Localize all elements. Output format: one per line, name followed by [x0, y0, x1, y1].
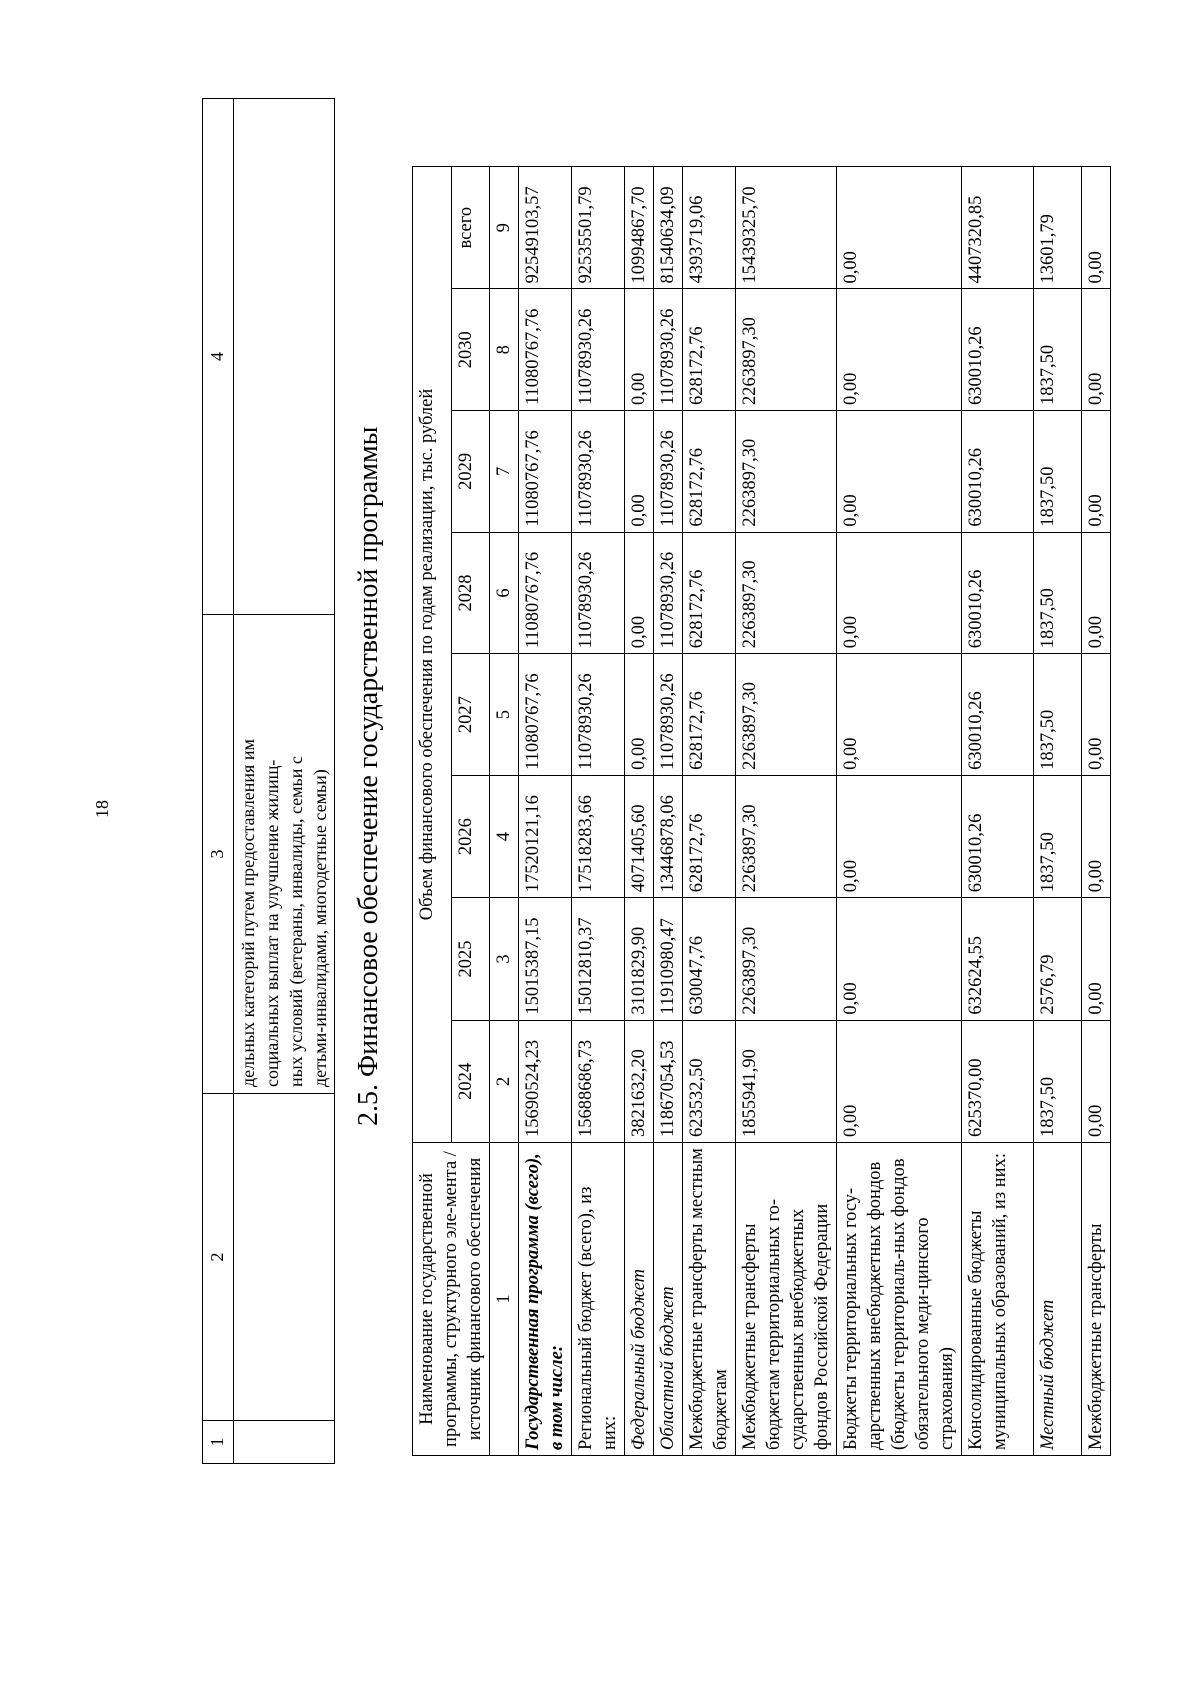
value-cell: 628172,76 — [683, 654, 736, 776]
value-cell: 628172,76 — [683, 289, 736, 411]
value-cell: 2263897,30 — [736, 411, 837, 533]
text-line: дельных категорий путем предоставления им — [238, 739, 258, 1087]
total-value-cell: 13601,79 — [1034, 167, 1082, 289]
value-cell: 630010,26 — [962, 411, 1034, 533]
column-number: 9 — [490, 167, 519, 289]
value-cell: 1837,50 — [1034, 1020, 1082, 1142]
continued-table-header-row — [203, 99, 234, 1464]
value-cell: 17520121,16 — [519, 775, 572, 897]
value-cell: 0,00 — [625, 532, 654, 654]
value-cell: 628172,76 — [683, 775, 736, 897]
row-name: Консолидированные бюджеты муниципальных образований, из них: — [962, 1143, 1034, 1456]
value-cell: 0,00 — [1082, 654, 1111, 776]
total-value-cell: 92535501,79 — [572, 167, 625, 289]
value-cell: 0,00 — [1082, 289, 1111, 411]
financing-row — [519, 167, 572, 1456]
value-cell: 15690524,23 — [519, 1020, 572, 1142]
column-number: 4 — [490, 775, 519, 897]
value-cell: 628172,76 — [683, 532, 736, 654]
value-cell: 11078930,26 — [572, 411, 625, 533]
value-cell: 1837,50 — [1034, 289, 1082, 411]
value-cell: 11078930,26 — [572, 289, 625, 411]
value-cell: 0,00 — [625, 289, 654, 411]
name-column-header: Наименование государственной программы, структурного эле-мента / источник финансового обеспечения — [413, 1143, 490, 1456]
value-cell: 0,00 — [1082, 775, 1111, 897]
total-value-cell: 0,00 — [837, 167, 962, 289]
total-value-cell: 4407320,85 — [962, 167, 1034, 289]
value-cell: 630010,26 — [962, 775, 1034, 897]
value-cell: 0,00 — [625, 654, 654, 776]
value-cell: 1855941,90 — [736, 1020, 837, 1142]
row-name: Бюджеты территориальных госу-дарственных внебюджетных фондов (бюджеты территориаль-ных фондов обязательного меди-цинского страхования) — [837, 1143, 962, 1456]
value-cell: 13446878,06 — [654, 775, 683, 897]
value-cell: 0,00 — [837, 898, 962, 1020]
header-cell: 3 — [203, 615, 234, 1094]
value-cell: 0,00 — [625, 411, 654, 533]
value-cell: 0,00 — [837, 532, 962, 654]
financing-row — [1034, 167, 1082, 1456]
row-name: Государственная программа (всего), в том числе: — [519, 1143, 572, 1456]
measure-description — [234, 615, 335, 1094]
column-number: 7 — [490, 411, 519, 533]
value-cell: 1837,50 — [1034, 775, 1082, 897]
financing-row — [962, 167, 1034, 1456]
financing-row — [654, 167, 683, 1456]
total-value-cell: 0,00 — [1082, 167, 1111, 289]
value-cell: 630010,26 — [962, 532, 1034, 654]
value-cell: 11910980,47 — [654, 898, 683, 1020]
value-cell: 0,00 — [837, 411, 962, 533]
financing-table-body — [519, 167, 1111, 1456]
value-cell: 11867054,53 — [654, 1020, 683, 1142]
value-cell: 2263897,30 — [736, 654, 837, 776]
value-cell: 0,00 — [1082, 898, 1111, 1020]
value-cell: 632624,55 — [962, 898, 1034, 1020]
column-number: 6 — [490, 532, 519, 654]
row-name: Областной бюджет — [654, 1143, 683, 1456]
page-number: 18 — [92, 800, 112, 818]
value-cell: 4071405,60 — [625, 775, 654, 897]
year-header: 2028 — [451, 532, 490, 654]
row-name: Межбюджетные трансферты — [1082, 1143, 1111, 1456]
row-name: Межбюджетные трансферты бюджетам территориальных го-сударственных внебюджетных фондов Российской Федерации — [736, 1143, 837, 1456]
total-value-cell: 15439325,70 — [736, 167, 837, 289]
value-cell: 15012810,37 — [572, 898, 625, 1020]
year-header: 2026 — [451, 775, 490, 897]
total-value-cell: 81540634,09 — [654, 167, 683, 289]
row-name: Региональный бюджет (всего), из них: — [572, 1143, 625, 1456]
value-cell: 11078930,26 — [572, 532, 625, 654]
header-row — [413, 167, 452, 1456]
value-cell: 11080767,76 — [519, 532, 572, 654]
row-name: Межбюджетные трансферты местным бюджетам — [683, 1143, 736, 1456]
value-cell: 0,00 — [1082, 532, 1111, 654]
continued-table — [202, 98, 335, 1464]
column-number: 2 — [490, 1020, 519, 1142]
column-number: 5 — [490, 654, 519, 776]
value-cell: 2576,79 — [1034, 898, 1082, 1020]
value-cell: 11080767,76 — [519, 411, 572, 533]
year-header: 2025 — [451, 898, 490, 1020]
value-cell: 625370,00 — [962, 1020, 1034, 1142]
value-cell: 630010,26 — [962, 289, 1034, 411]
financing-row — [625, 167, 654, 1456]
value-cell: 11078930,26 — [654, 289, 683, 411]
column-number: 3 — [490, 898, 519, 1020]
year-header: 2024 — [451, 1020, 490, 1142]
column-number: 1 — [490, 1143, 519, 1456]
value-cell: 15015387,15 — [519, 898, 572, 1020]
value-cell: 2263897,30 — [736, 775, 837, 897]
column-number-row — [490, 167, 519, 1456]
total-header: всего — [451, 167, 490, 289]
column-number: 8 — [490, 289, 519, 411]
value-cell: 0,00 — [837, 289, 962, 411]
row-name: Федеральный бюджет — [625, 1143, 654, 1456]
value-cell: 0,00 — [837, 654, 962, 776]
value-cell: 11078930,26 — [654, 411, 683, 533]
value-cell: 3821632,20 — [625, 1020, 654, 1142]
value-cell: 11080767,76 — [519, 289, 572, 411]
value-cell: 1837,50 — [1034, 532, 1082, 654]
year-header: 2029 — [451, 411, 490, 533]
text-line: детьми-инвалидами, многодетные семьи) — [310, 769, 330, 1087]
financing-row — [736, 167, 837, 1456]
value-cell: 11078930,26 — [572, 654, 625, 776]
value-cell: 1837,50 — [1034, 654, 1082, 776]
header-cell: 1 — [203, 1421, 234, 1464]
value-cell: 0,00 — [837, 1020, 962, 1142]
continued-table-row — [234, 99, 335, 1464]
value-cell: 11078930,26 — [654, 532, 683, 654]
value-cell: 2263897,30 — [736, 532, 837, 654]
financing-group-header: Объем финансового обеспечения по годам реализации, тыс. рублей — [413, 167, 452, 1143]
value-cell: 0,00 — [837, 775, 962, 897]
value-cell: 630010,26 — [962, 654, 1034, 776]
value-cell: 1837,50 — [1034, 411, 1082, 533]
header-cell: 4 — [203, 99, 234, 615]
value-cell: 2263897,30 — [736, 289, 837, 411]
section-title: 2.5. Финансовое обеспечение государственной программы — [353, 426, 384, 1126]
value-cell: 3101829,90 — [625, 898, 654, 1020]
financing-row — [572, 167, 625, 1456]
text-line: ных условий (ветераны, инвалиды, семьи с — [286, 756, 306, 1087]
value-cell: 628172,76 — [683, 411, 736, 533]
value-cell: 630047,76 — [683, 898, 736, 1020]
financing-table — [412, 166, 1111, 1456]
financing-row — [1082, 167, 1111, 1456]
financing-row — [683, 167, 736, 1456]
year-header: 2030 — [451, 289, 490, 411]
value-cell: 15688686,73 — [572, 1020, 625, 1142]
value-cell: 623532,50 — [683, 1020, 736, 1142]
year-header: 2027 — [451, 654, 490, 776]
value-cell: 2263897,30 — [736, 898, 837, 1020]
header-cell: 2 — [203, 1094, 234, 1421]
total-value-cell: 92549103,57 — [519, 167, 572, 289]
total-value-cell: 10994867,70 — [625, 167, 654, 289]
value-cell: 11078930,26 — [654, 654, 683, 776]
total-value-cell: 4393719,06 — [683, 167, 736, 289]
value-cell: 0,00 — [1082, 411, 1111, 533]
row-name: Местный бюджет — [1034, 1143, 1082, 1456]
value-cell: 0,00 — [1082, 1020, 1111, 1142]
value-cell: 11080767,76 — [519, 654, 572, 776]
text-line: социальных выплат на улучшение жилищ- — [262, 759, 282, 1087]
value-cell: 17518283,66 — [572, 775, 625, 897]
financing-row — [837, 167, 962, 1456]
